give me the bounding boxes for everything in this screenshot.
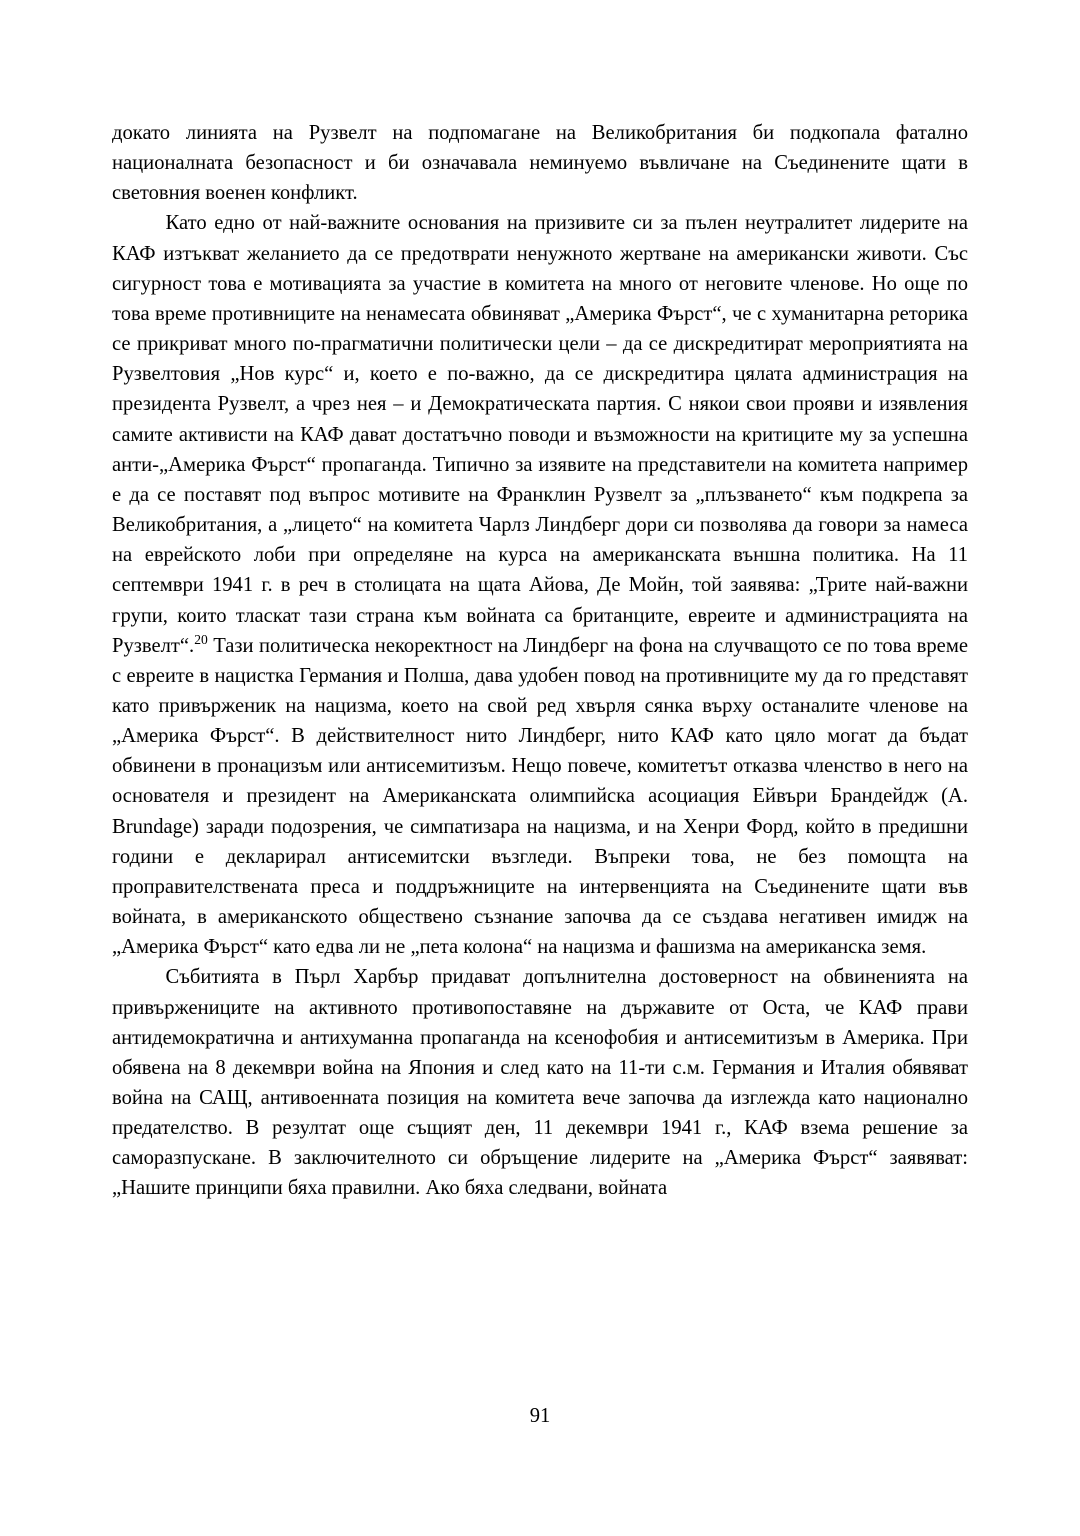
- paragraph-2-text-before-footnote: Като едно от най-важните основания на призивите си за пълен неутралитет лидерите на КАФ изтъкват желанието да се предотврати ненужното жертване на американски животи. Със сигурност това е мотивацията за участие в комитета на много от неговите членове. Но още по това време противниците на ненамесата обвиняват „Америка Фърст“, че с хуманитарна реторика се прикриват много по-прагматични политически цели – да се дискредитират мероприятията на Рузвелтовия „Нов курс“ и, което е по-важно, да се дискредитира цялата администрация на президента Рузвелт, а чрез нея – и Демократическата партия. С някои свои прояви и изявления самите активисти на КАФ дават достатъчно поводи и възможности на критиците му за успешна анти-„Америка Фърст“ пропаганда. Типично за изявите на представители на комитета например е да се поставят под въпрос мотивите на Франклин Рузвелт за „плъзването“ към подкрепа за Великобритания, а „лицето“ на комитета Чарлз Линдберг дори си позволява да говори за намеса на еврейското лоби при определяне на курса на американската външна политика. На 11 септември 1941 г. в реч в столицата на щата Айова, Де Мойн, той заявява: „Трите най-важни групи, които тласкат тази страна към войната са британците, евреите и администрацията на Рузвелт“.: [112, 212, 968, 657]
- page-body: [112, 118, 968, 1204]
- footnote-reference-20[interactable]: 20: [194, 631, 208, 647]
- paragraph-1: докато линията на Рузвелт на подпомагане на Великобритания би подкопала фатално националната безопасност и би означавала неминуемо въвличане на Съединените щати в световния военен конфликт.: [112, 122, 968, 205]
- page-number: 91: [529, 1405, 551, 1427]
- paragraph-2: [112, 208, 968, 962]
- paragraph-2-text-after-footnote: Тази политическа некоректност на Линдберг на фона на случващото се по това време с евреите в нацистка Германия и Полша, дава удобен повод на противниците му да го представят като привърженик на нацизма, което на свой ред хвърля сянка върху останалите членове на „Америка Фърст“. В действителност нито Линдберг, нито КАФ като цяло могат да бъдат обвинени в пронацизъм или антисемитизъм. Нещо повече, комитетът отказва членство в него на основателя и президент на Американската олимпийска асоциация Ейвъри Брандейдж (A. Brundage) заради подозрения, че симпатизара на нацизма, и на Хенри Форд, който в предишни години е декларирал антисемитски възгледи. Въпреки това, не без помощта на проправителствената преса и поддръжниците на интервенцията на Съединените щати във войната, в американското обществено съзнание започва да се създава негативен имидж на „Америка Фърст“ като едва ли не „пета колона“ на нацизма и фашизма на американска земя.: [112, 634, 968, 959]
- paragraph-3: Събитията в Пърл Харбър придават допълнителна достоверност на обвиненията на привържениците на активното противопоставяне на държавите от Оста, че КАФ прави антидемократична и антихуманна пропаганда на ксенофобия и антисемитизъм в Америка. При обявена на 8 декември война на Япония и след като на 11-ти с.м. Германия и Италия обявяват война на САЩ, антивоенната позиция на комитета вече започва да изглежда като национално предателство. В резултат още същият ден, 11 декември 1941 г., КАФ взема решение за саморазпускане. В заключителното си обръщение лидерите на „Америка Фърст“ заявяват: „Нашите принципи бяха правилни. Ако бяха следвани, войната: [112, 966, 968, 1200]
